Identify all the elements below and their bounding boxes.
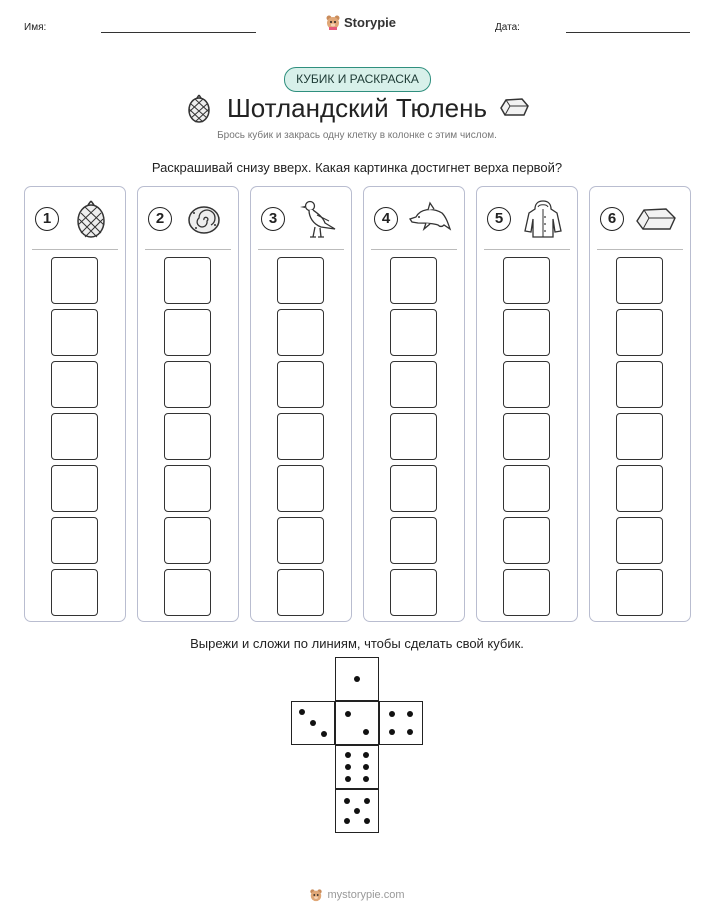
color-cell[interactable] — [164, 257, 211, 304]
color-cell[interactable] — [616, 413, 663, 460]
color-cell[interactable] — [51, 309, 98, 356]
color-cell[interactable] — [616, 517, 663, 564]
instruction: Раскрашивай снизу вверх. Какая картинка достигнет верха первой? — [151, 160, 563, 175]
raincoat-icon — [521, 197, 565, 241]
color-cell[interactable] — [616, 361, 663, 408]
rock-icon — [498, 96, 530, 118]
column-number: 4 — [374, 207, 398, 231]
bear-icon — [309, 888, 323, 902]
color-cell[interactable] — [503, 413, 550, 460]
color-cell[interactable] — [164, 361, 211, 408]
column-number: 3 — [261, 207, 285, 231]
dolphin-icon — [408, 197, 452, 241]
color-cell[interactable] — [390, 465, 437, 512]
color-cell[interactable] — [164, 309, 211, 356]
color-cell[interactable] — [390, 361, 437, 408]
bear-icon — [325, 14, 341, 30]
pip — [389, 711, 395, 717]
brand-logo — [325, 14, 396, 30]
column-number: 1 — [35, 207, 59, 231]
date-label: Дата: — [495, 22, 520, 33]
name-line[interactable] — [101, 32, 256, 33]
subtitle: Брось кубик и закрась одну клетку в колонке с этим числом. — [217, 130, 497, 141]
column-2 — [137, 186, 239, 622]
color-cell[interactable] — [390, 517, 437, 564]
seagull-icon — [295, 197, 339, 241]
cut-instruction: Вырежи и сложи по линиям, чтобы сделать свой кубик. — [190, 636, 524, 651]
color-cell[interactable] — [616, 309, 663, 356]
color-cell[interactable] — [390, 309, 437, 356]
die-face-3 — [291, 701, 335, 745]
column-number: 5 — [487, 207, 511, 231]
color-cell[interactable] — [277, 569, 324, 616]
column-5 — [476, 186, 578, 622]
die-face-6 — [335, 745, 379, 789]
pip — [364, 798, 370, 804]
color-cell[interactable] — [277, 309, 324, 356]
color-cell[interactable] — [51, 413, 98, 460]
pip — [344, 818, 350, 824]
color-cell[interactable] — [164, 413, 211, 460]
activity-badge: КУБИК И РАСКРАСКА — [284, 67, 431, 92]
column-3 — [250, 186, 352, 622]
page-title: Шотландский Тюлень — [226, 93, 488, 123]
pip — [407, 729, 413, 735]
color-cell[interactable] — [503, 309, 550, 356]
color-cell[interactable] — [277, 361, 324, 408]
die-face-5 — [335, 789, 379, 833]
pip — [345, 711, 351, 717]
color-cell[interactable] — [51, 361, 98, 408]
pip — [345, 764, 351, 770]
column-divider — [371, 249, 457, 250]
die-face-1 — [335, 657, 379, 701]
die-face-4 — [379, 701, 423, 745]
column-1 — [24, 186, 126, 622]
date-line[interactable] — [566, 32, 690, 33]
column-number: 6 — [600, 207, 624, 231]
color-cell[interactable] — [51, 465, 98, 512]
color-cell[interactable] — [503, 569, 550, 616]
color-cell[interactable] — [277, 465, 324, 512]
column-divider — [258, 249, 344, 250]
pip — [299, 709, 305, 715]
color-cell[interactable] — [51, 257, 98, 304]
color-cell[interactable] — [51, 569, 98, 616]
color-cell[interactable] — [390, 569, 437, 616]
color-cell[interactable] — [51, 517, 98, 564]
color-cell[interactable] — [503, 257, 550, 304]
pip — [363, 752, 369, 758]
pip — [363, 776, 369, 782]
pip — [354, 808, 360, 814]
name-label: Имя: — [24, 22, 47, 33]
color-cell[interactable] — [277, 413, 324, 460]
rock-icon — [634, 197, 678, 241]
column-divider — [32, 249, 118, 250]
pip — [364, 818, 370, 824]
column-divider — [484, 249, 570, 250]
color-cell[interactable] — [164, 569, 211, 616]
pip — [345, 776, 351, 782]
column-number: 2 — [148, 207, 172, 231]
color-cell[interactable] — [616, 465, 663, 512]
column-4 — [363, 186, 465, 622]
brand-name: Storypie — [344, 14, 397, 30]
pip — [354, 676, 360, 682]
pip — [310, 720, 316, 726]
color-cell[interactable] — [164, 465, 211, 512]
column-divider — [597, 249, 683, 250]
die-face-2 — [335, 701, 379, 745]
color-cell[interactable] — [503, 517, 550, 564]
pip — [363, 764, 369, 770]
color-cell[interactable] — [390, 413, 437, 460]
color-cell[interactable] — [390, 257, 437, 304]
pip — [344, 798, 350, 804]
pip — [407, 711, 413, 717]
column-divider — [145, 249, 231, 250]
footer-url[interactable]: mystorypie.com — [327, 889, 405, 901]
footer — [0, 888, 714, 902]
column-6 — [589, 186, 691, 622]
color-cell[interactable] — [277, 517, 324, 564]
pip — [389, 729, 395, 735]
pip — [321, 731, 327, 737]
color-cell[interactable] — [277, 257, 324, 304]
color-cell[interactable] — [503, 465, 550, 512]
color-cell[interactable] — [616, 569, 663, 616]
color-cell[interactable] — [503, 361, 550, 408]
color-cell[interactable] — [164, 517, 211, 564]
shell-icon — [182, 197, 226, 241]
pinecone-icon — [69, 197, 113, 241]
pip — [345, 752, 351, 758]
pip — [363, 729, 369, 735]
color-cell[interactable] — [616, 257, 663, 304]
